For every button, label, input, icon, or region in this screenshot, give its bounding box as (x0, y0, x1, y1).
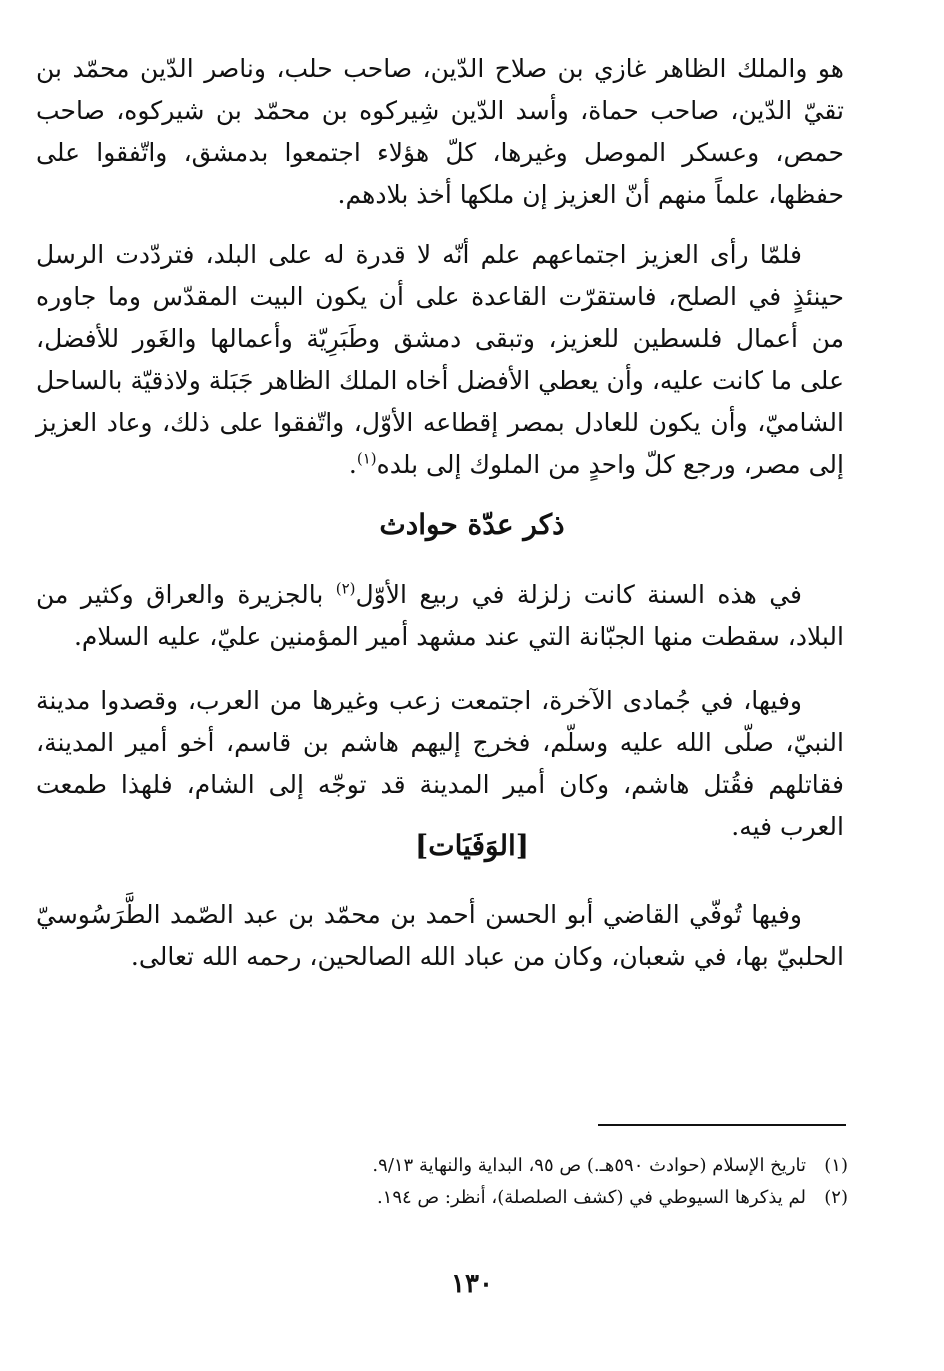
paragraph-peace-text: فلمّا رأى العزيز اجتماعهم علم أنّه لا قدرة له على البلد، فتردّدت الرسل حينئذٍ في الصلح، فاستقرّت القاعدة على أن يكون البيت المقدّس وما جاوره من أعمال فلسطين للعزيز، وتبقى دمشق وطَبَرِيّة وأعمالها والغَور للأفضل، على ما كانت عليه، وأن يعطي الأفضل أخاه الملك الظاهر جَبَلة ولاذقيّة بالساحل الشاميّ، وأن يكون للعادل بمصر إقطاعه الأوّل، واتّفقوا على ذلك، وعاد العزيز إلى مصر، ورجع كلّ واحدٍ من الملوك إلى بلده (36, 240, 844, 479)
paragraph-medina-raid: وفيها، في جُمادى الآخرة، اجتمعت زعب وغيرها من العرب، وقصدوا مدينة النبيّ، صلّى الله عليه وسلّم، فخرج إليهم هاشم بن قاسم، أخو أمير المدينة، فقاتلهم فقُتل هاشم، وكان أمير المدينة قد توجّه إلى الشام، فلهذا طمعت العرب فيه. (36, 686, 844, 841)
paragraph-earthquake-rest: بالجزيرة والعراق وكثير من البلاد، سقطت منها الجبّانة التي عند مشهد أمير المؤمنين عليّ، عليه السلام. (36, 580, 844, 651)
paragraph-peace-settlement (36, 234, 844, 486)
footnote-2-text: لم يذكرها السيوطي في (كشف الصلصلة)، أنظر: ص ١٩٤. (376, 1187, 806, 1208)
footnote-divider (598, 1124, 846, 1126)
footnote-1 (36, 1152, 848, 1180)
page-number: ١٣٠ (451, 1269, 493, 1299)
paragraph-earthquake-start: في هذه السنة كانت زلزلة في ربيع الأوّل (355, 580, 802, 609)
paragraph-rulers-alliance: هو والملك الظاهر غازي بن صلاح الدّين، صاحب حلب، وناصر الدّين محمّد بن تقيّ الدّين، صاحب حماة، وأسد الدّين شِيركوه بن محمّد بن شيركوه، صاحب حمص، وعسكر الموصل وغيرها، كلّ هؤلاء اجتمعوا بدمشق، واتّفقوا على حفظها، علماً منهم أنّ العزيز إن ملكها أخذ بلادهم. (36, 54, 844, 209)
sentence-end-dot: . (348, 450, 357, 479)
footnote-1-number: (١) (824, 1155, 848, 1176)
footnote-ref-2: (٢) (335, 579, 356, 598)
section-heading-events: ذكر عدّة حوادث (379, 508, 565, 541)
footnote-2 (36, 1184, 848, 1212)
section-heading-deaths: [الوَفَيَات] (415, 829, 529, 862)
footnote-ref-1: (١) (356, 449, 377, 468)
footnote-1-text: تاريخ الإسلام (حوادث ٥٩٠هـ.) ص ٩٥، البداية والنهاية ٩/١٣. (372, 1155, 806, 1176)
footnote-2-number: (٢) (824, 1187, 848, 1208)
paragraph-earthquake (36, 574, 844, 658)
paragraph-obituary: وفيها تُوفّي القاضي أبو الحسن أحمد بن محمّد بن عبد الصّمد الطَّرَسُوسيّ الحلبيّ بها، في شعبان، وكان من عباد الله الصالحين، رحمه الله تعالى. (36, 900, 844, 971)
